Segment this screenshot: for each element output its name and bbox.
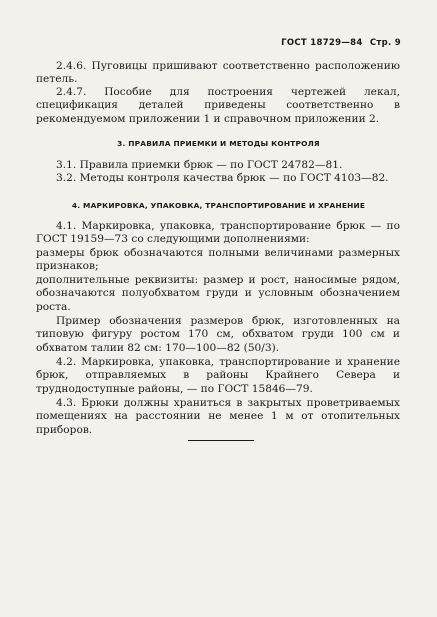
paragraph-3-1: 3.1. Правила приемки брюк — по ГОСТ 24782—81. <box>56 159 343 171</box>
paragraph-example: Пример обозначения размеров брюк, изготовленных на типовую фигуру ростом 170 см, обхватом груди 100 см и обхватом талии 82 см: 170—100—82 (50/3). <box>36 315 400 354</box>
paragraph-4-1-sizes: размеры брюк обозначаются полными величинами размерных признаков; <box>36 247 400 273</box>
section-3-title: 3. ПРАВИЛА ПРИЕМКИ И МЕТОДЫ КОНТРОЛЯ <box>117 139 320 148</box>
page-number: Стр. 9 <box>369 38 401 48</box>
page-header <box>277 38 401 48</box>
paragraph-4-1-requisites: дополнительные реквизиты: размер и рост, наносимые рядом, обозначаются полуобхватом груди и условным обозначением роста. <box>36 274 400 313</box>
paragraph-2-4-6: 2.4.6. Пуговицы пришивают соответственно расположению петель. <box>36 60 400 86</box>
standard-number: ГОСТ 18729—84 <box>281 38 363 48</box>
paragraph-3-2: 3.2. Методы контроля качества брюк — по ГОСТ 4103—82. <box>56 172 389 184</box>
paragraph-4-3: 4.3. Брюки должны храниться в закрытых проветриваемых помещениях на расстоянии не менее 1 м от отопительных приборов. <box>36 397 400 436</box>
paragraph-4-1: 4.1. Маркировка, упаковка, транспортирование брюк — по ГОСТ 19159—73 со следующими дополнениями: <box>36 220 400 246</box>
paragraph-4-2: 4.2. Маркировка, упаковка, транспортирование и хранение брюк, отправляемых в районы Крайнего Севера и труднодоступные районы, — по ГОСТ 15846—79. <box>36 356 400 395</box>
paragraph-2-4-7: 2.4.7. Пособие для построения чертежей лекал, спецификация деталей приведены соответственно в рекомендуемом приложении 1 и справочном приложении 2. <box>36 86 400 125</box>
section-4-title: 4. МАРКИРОВКА, УПАКОВКА, ТРАНСПОРТИРОВАНИЕ И ХРАНЕНИЕ <box>71 201 366 210</box>
end-rule <box>188 440 254 441</box>
